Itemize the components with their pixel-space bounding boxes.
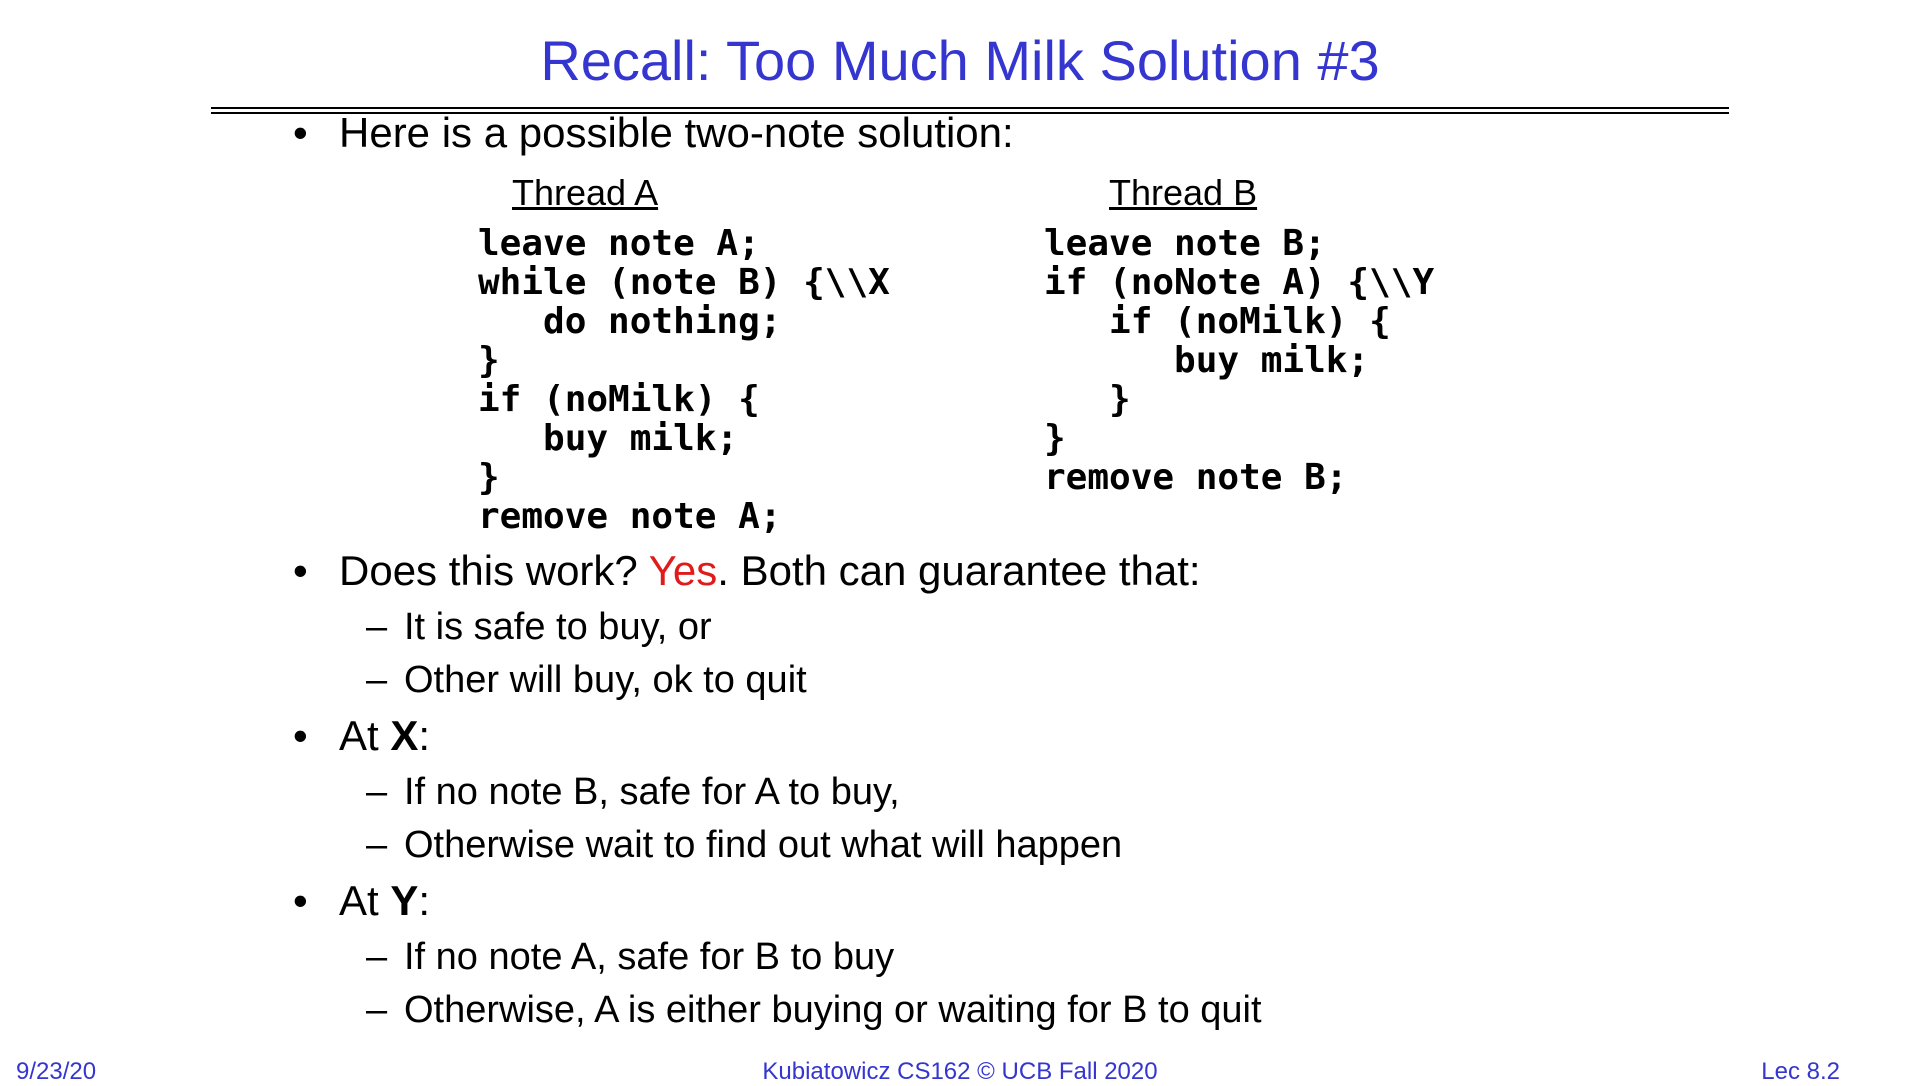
thread-b-label: Thread B [1109,172,1258,213]
sub-other-will-buy-text: Other will buy, ok to quit [404,659,807,701]
sub-y-otherwise [366,987,1262,1033]
footer-lecture: Lec 8.2 [1761,1058,1840,1085]
dash-marker: – [366,936,388,978]
sub-other-will-buy [366,657,807,703]
bullet-at-x [293,711,430,761]
dash-marker: – [366,989,388,1031]
thread-a-code [478,224,890,536]
sub-x-otherwise-text: Otherwise wait to find out what will happen [404,824,1123,866]
footer-date: 9/23/20 [16,1058,97,1085]
code-line: if (noNote A) {\\Y [1044,262,1435,303]
bullet-marker: • [293,877,308,924]
bullet-intro-text: Here is a possible two-note solution: [339,109,1014,156]
sub-x-no-note-b-text: If no note B, safe for A to buy, [404,771,900,813]
code-line: if (noMilk) { [1044,301,1391,342]
code-line: } [478,340,500,381]
sub-x-otherwise [366,822,1122,868]
bullet-marker: • [293,712,308,759]
dash-marker: – [366,771,388,813]
bullet-marker: • [293,547,308,594]
colon: : [418,877,431,924]
dash-marker: – [366,606,388,648]
code-line: leave note B; [1044,223,1326,264]
at-text: At [339,877,391,924]
sub-safe-to-buy [366,604,712,650]
sub-y-otherwise-text: Otherwise, A is either buying or waiting for B to quit [404,989,1262,1031]
slide-title: Recall: Too Much Milk Solution #3 [540,29,1380,92]
code-line: remove note B; [1044,457,1348,498]
code-line: } [478,457,500,498]
at-text: At [339,712,391,759]
y-label: Y [390,877,419,924]
code-line: buy milk; [478,418,739,459]
colon: : [418,712,431,759]
thread-b-code [1044,224,1434,497]
sub-safe-to-buy-text: It is safe to buy, or [404,606,712,648]
code-line: } [1044,379,1131,420]
code-line: if (noMilk) { [478,379,760,420]
bullet-marker: • [293,109,308,156]
code-line: } [1044,418,1066,459]
code-line: buy milk; [1044,340,1370,381]
bullet-intro [293,108,1014,158]
thread-a-label: Thread A [512,172,659,213]
code-line: while (note B) {\\X [478,262,890,303]
sub-y-no-note-a [366,934,894,980]
sub-y-no-note-a-text: If no note A, safe for B to buy [404,936,895,978]
code-line: leave note A; [478,223,760,264]
x-label: X [390,712,419,759]
does-it-work-text: Does this work? [339,547,649,594]
footer-course: Kubiatowicz CS162 © UCB Fall 2020 [762,1058,1158,1085]
code-line: do nothing; [478,301,782,342]
guarantee-text: . Both can guarantee that: [717,547,1201,594]
code-line: remove note A; [478,496,782,537]
bullet-at-y [293,876,430,926]
bullet-does-it-work [293,546,1201,596]
yes-highlight: Yes [648,547,718,594]
dash-marker: – [366,824,388,866]
dash-marker: – [366,659,388,701]
sub-x-no-note-b [366,769,900,815]
